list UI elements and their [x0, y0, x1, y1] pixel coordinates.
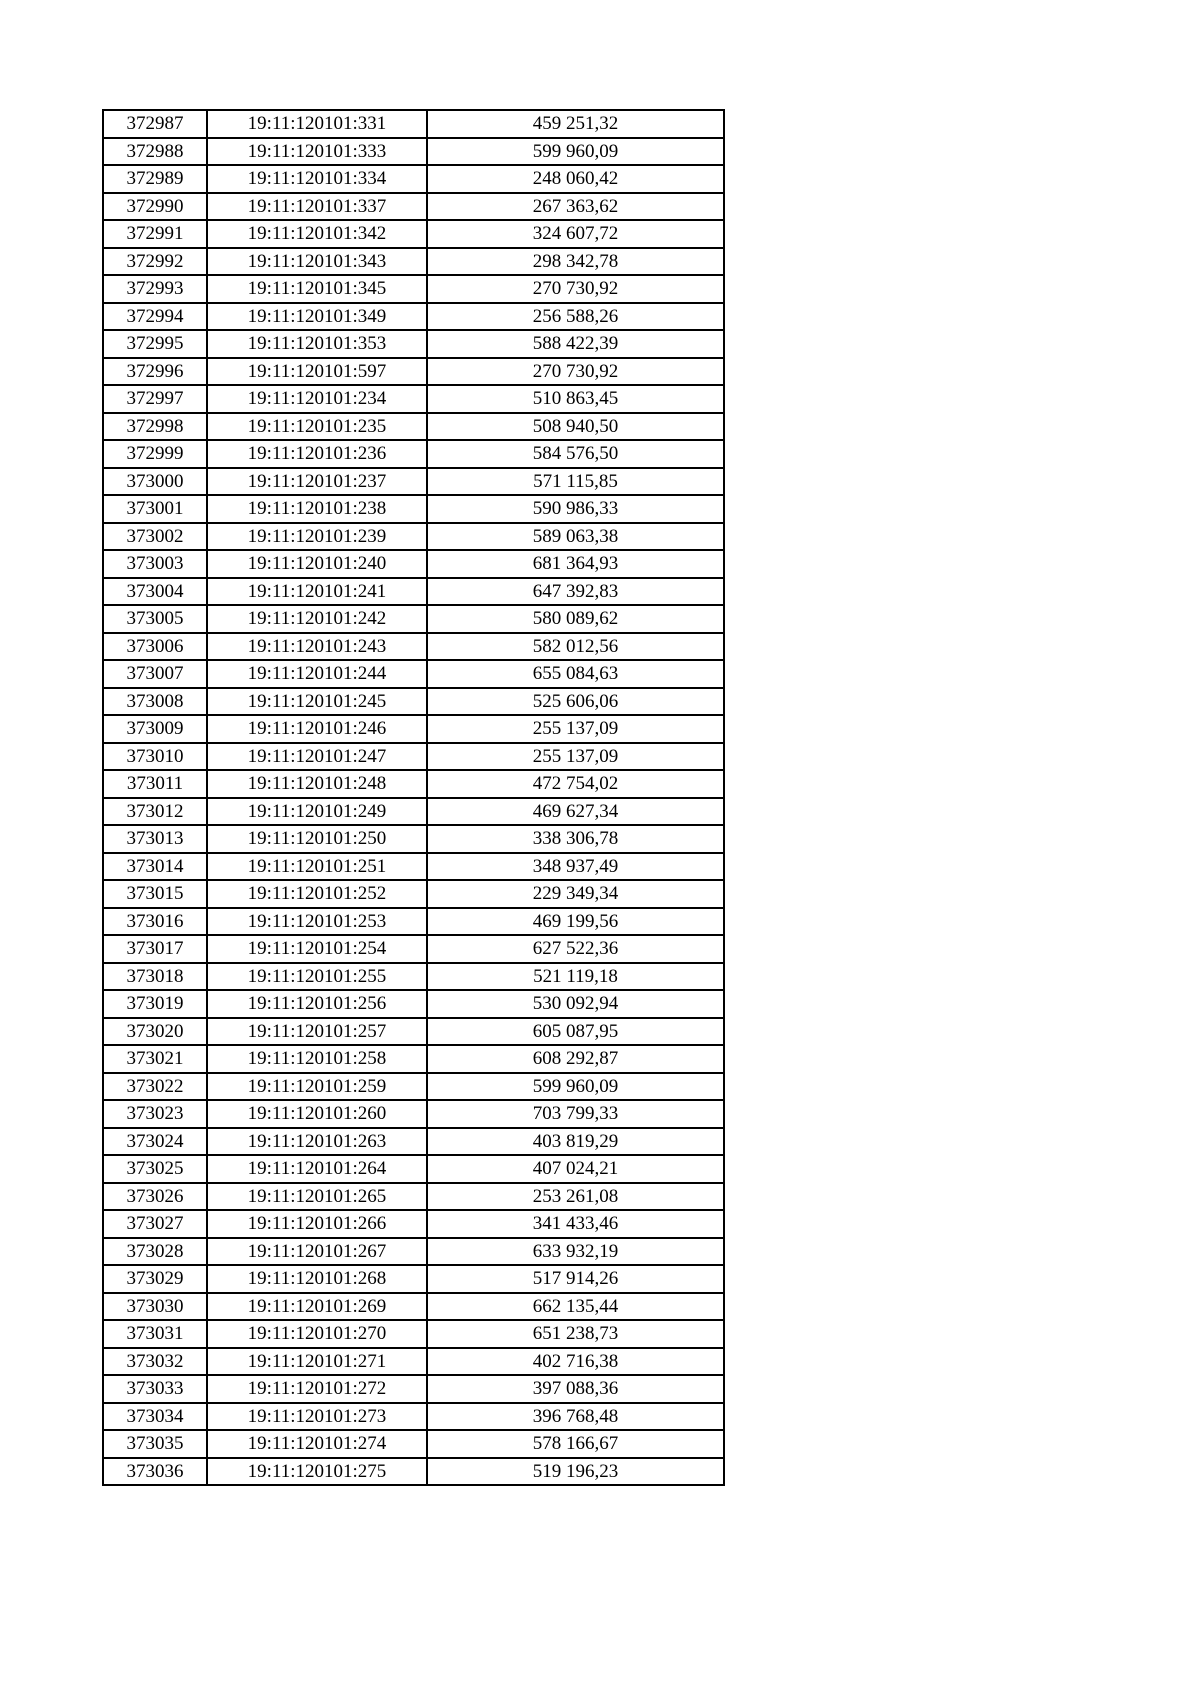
cadastral-number-cell: 19:11:120101:268 [207, 1265, 427, 1293]
record-number-cell: 373007 [103, 660, 207, 688]
table-row [103, 523, 724, 551]
value-cell: 580 089,62 [427, 605, 724, 633]
value-cell: 397 088,36 [427, 1375, 724, 1403]
cadastral-number-cell: 19:11:120101:254 [207, 935, 427, 963]
table-row [103, 605, 724, 633]
record-number-cell: 373006 [103, 633, 207, 661]
table-row [103, 385, 724, 413]
value-cell: 256 588,26 [427, 303, 724, 331]
cadastral-number-cell: 19:11:120101:238 [207, 495, 427, 523]
cadastral-number-cell: 19:11:120101:270 [207, 1320, 427, 1348]
table-row [103, 1375, 724, 1403]
table-row [103, 330, 724, 358]
value-cell: 508 940,50 [427, 413, 724, 441]
value-cell: 229 349,34 [427, 880, 724, 908]
table-row [103, 1183, 724, 1211]
table-row [103, 1430, 724, 1458]
cadastral-number-cell: 19:11:120101:258 [207, 1045, 427, 1073]
value-cell: 267 363,62 [427, 193, 724, 221]
cadastral-number-cell: 19:11:120101:246 [207, 715, 427, 743]
table-row [103, 1403, 724, 1431]
cadastral-number-cell: 19:11:120101:275 [207, 1458, 427, 1486]
record-number-cell: 373001 [103, 495, 207, 523]
record-number-cell: 372991 [103, 220, 207, 248]
value-cell: 402 716,38 [427, 1348, 724, 1376]
cadastral-number-cell: 19:11:120101:274 [207, 1430, 427, 1458]
cadastral-number-cell: 19:11:120101:266 [207, 1210, 427, 1238]
table-row [103, 1458, 724, 1486]
record-number-cell: 373020 [103, 1018, 207, 1046]
record-number-cell: 373003 [103, 550, 207, 578]
record-number-cell: 373025 [103, 1155, 207, 1183]
record-number-cell: 373016 [103, 908, 207, 936]
record-number-cell: 372997 [103, 385, 207, 413]
value-cell: 599 960,09 [427, 138, 724, 166]
record-number-cell: 373033 [103, 1375, 207, 1403]
table-row [103, 440, 724, 468]
cadastral-number-cell: 19:11:120101:353 [207, 330, 427, 358]
table-row [103, 550, 724, 578]
value-cell: 348 937,49 [427, 853, 724, 881]
table-row [103, 853, 724, 881]
value-cell: 298 342,78 [427, 248, 724, 276]
table-row [103, 743, 724, 771]
value-cell: 459 251,32 [427, 110, 724, 138]
value-cell: 338 306,78 [427, 825, 724, 853]
table-row [103, 138, 724, 166]
record-number-cell: 373034 [103, 1403, 207, 1431]
record-number-cell: 373000 [103, 468, 207, 496]
cadastral-number-cell: 19:11:120101:264 [207, 1155, 427, 1183]
record-number-cell: 373009 [103, 715, 207, 743]
value-cell: 590 986,33 [427, 495, 724, 523]
cadastral-number-cell: 19:11:120101:271 [207, 1348, 427, 1376]
table-row [103, 303, 724, 331]
cadastral-number-cell: 19:11:120101:272 [207, 1375, 427, 1403]
cadastral-number-cell: 19:11:120101:239 [207, 523, 427, 551]
value-cell: 517 914,26 [427, 1265, 724, 1293]
record-number-cell: 373028 [103, 1238, 207, 1266]
value-cell: 651 238,73 [427, 1320, 724, 1348]
cadastral-number-cell: 19:11:120101:251 [207, 853, 427, 881]
table-row [103, 963, 724, 991]
table-row [103, 688, 724, 716]
cadastral-number-cell: 19:11:120101:252 [207, 880, 427, 908]
record-number-cell: 372994 [103, 303, 207, 331]
cadastral-number-cell: 19:11:120101:337 [207, 193, 427, 221]
cadastral-number-cell: 19:11:120101:248 [207, 770, 427, 798]
table-row [103, 1238, 724, 1266]
record-number-cell: 372999 [103, 440, 207, 468]
value-cell: 270 730,92 [427, 275, 724, 303]
table-row [103, 275, 724, 303]
table-row [103, 633, 724, 661]
record-number-cell: 373035 [103, 1430, 207, 1458]
value-cell: 255 137,09 [427, 743, 724, 771]
table-row [103, 1018, 724, 1046]
cadastral-number-cell: 19:11:120101:273 [207, 1403, 427, 1431]
cadastral-number-cell: 19:11:120101:241 [207, 578, 427, 606]
cadastral-number-cell: 19:11:120101:257 [207, 1018, 427, 1046]
table-row [103, 825, 724, 853]
cadastral-number-cell: 19:11:120101:259 [207, 1073, 427, 1101]
table-row [103, 220, 724, 248]
table-row [103, 880, 724, 908]
record-number-cell: 373026 [103, 1183, 207, 1211]
cadastral-number-cell: 19:11:120101:253 [207, 908, 427, 936]
value-cell: 578 166,67 [427, 1430, 724, 1458]
cadastral-number-cell: 19:11:120101:256 [207, 990, 427, 1018]
cadastral-number-cell: 19:11:120101:245 [207, 688, 427, 716]
table-row [103, 1265, 724, 1293]
cadastral-number-cell: 19:11:120101:342 [207, 220, 427, 248]
table-row [103, 1100, 724, 1128]
table-row [103, 1293, 724, 1321]
value-cell: 589 063,38 [427, 523, 724, 551]
record-number-cell: 373017 [103, 935, 207, 963]
value-cell: 530 092,94 [427, 990, 724, 1018]
record-number-cell: 373004 [103, 578, 207, 606]
cadastral-number-cell: 19:11:120101:260 [207, 1100, 427, 1128]
cadastral-number-cell: 19:11:120101:249 [207, 798, 427, 826]
cadastral-number-cell: 19:11:120101:244 [207, 660, 427, 688]
record-number-cell: 372990 [103, 193, 207, 221]
record-number-cell: 373015 [103, 880, 207, 908]
cadastral-number-cell: 19:11:120101:242 [207, 605, 427, 633]
value-cell: 608 292,87 [427, 1045, 724, 1073]
value-cell: 248 060,42 [427, 165, 724, 193]
value-cell: 469 199,56 [427, 908, 724, 936]
cadastral-number-cell: 19:11:120101:334 [207, 165, 427, 193]
cadastral-number-cell: 19:11:120101:331 [207, 110, 427, 138]
value-cell: 407 024,21 [427, 1155, 724, 1183]
record-number-cell: 373030 [103, 1293, 207, 1321]
cadastral-number-cell: 19:11:120101:267 [207, 1238, 427, 1266]
value-cell: 255 137,09 [427, 715, 724, 743]
record-number-cell: 373010 [103, 743, 207, 771]
record-number-cell: 372987 [103, 110, 207, 138]
value-cell: 584 576,50 [427, 440, 724, 468]
value-cell: 662 135,44 [427, 1293, 724, 1321]
record-number-cell: 373023 [103, 1100, 207, 1128]
cadastral-number-cell: 19:11:120101:349 [207, 303, 427, 331]
value-cell: 599 960,09 [427, 1073, 724, 1101]
table-row [103, 578, 724, 606]
record-number-cell: 373011 [103, 770, 207, 798]
record-number-cell: 373019 [103, 990, 207, 1018]
record-number-cell: 373031 [103, 1320, 207, 1348]
record-number-cell: 373027 [103, 1210, 207, 1238]
record-number-cell: 372998 [103, 413, 207, 441]
cadastral-number-cell: 19:11:120101:597 [207, 358, 427, 386]
table-row [103, 1348, 724, 1376]
table-row [103, 413, 724, 441]
record-number-cell: 373029 [103, 1265, 207, 1293]
table-row [103, 1155, 724, 1183]
table-row [103, 908, 724, 936]
record-number-cell: 373032 [103, 1348, 207, 1376]
table-row [103, 1045, 724, 1073]
value-cell: 627 522,36 [427, 935, 724, 963]
cadastral-number-cell: 19:11:120101:235 [207, 413, 427, 441]
value-cell: 703 799,33 [427, 1100, 724, 1128]
table-row [103, 660, 724, 688]
record-number-cell: 373002 [103, 523, 207, 551]
record-number-cell: 372996 [103, 358, 207, 386]
record-number-cell: 372995 [103, 330, 207, 358]
record-number-cell: 373012 [103, 798, 207, 826]
value-cell: 633 932,19 [427, 1238, 724, 1266]
cadastral-number-cell: 19:11:120101:345 [207, 275, 427, 303]
table-row [103, 798, 724, 826]
value-cell: 403 819,29 [427, 1128, 724, 1156]
cadastral-number-cell: 19:11:120101:333 [207, 138, 427, 166]
table-row [103, 165, 724, 193]
record-number-cell: 372992 [103, 248, 207, 276]
table-row [103, 1073, 724, 1101]
value-cell: 655 084,63 [427, 660, 724, 688]
value-cell: 510 863,45 [427, 385, 724, 413]
value-cell: 472 754,02 [427, 770, 724, 798]
value-cell: 582 012,56 [427, 633, 724, 661]
cadastral-number-cell: 19:11:120101:250 [207, 825, 427, 853]
cadastral-number-cell: 19:11:120101:263 [207, 1128, 427, 1156]
record-number-cell: 373024 [103, 1128, 207, 1156]
cadastral-number-cell: 19:11:120101:236 [207, 440, 427, 468]
value-cell: 588 422,39 [427, 330, 724, 358]
record-number-cell: 373022 [103, 1073, 207, 1101]
table-body [103, 110, 724, 1485]
value-cell: 324 607,72 [427, 220, 724, 248]
record-number-cell: 373018 [103, 963, 207, 991]
value-cell: 521 119,18 [427, 963, 724, 991]
record-number-cell: 372989 [103, 165, 207, 193]
table-row [103, 990, 724, 1018]
cadastral-number-cell: 19:11:120101:265 [207, 1183, 427, 1211]
table-row [103, 1320, 724, 1348]
record-number-cell: 373005 [103, 605, 207, 633]
value-cell: 605 087,95 [427, 1018, 724, 1046]
table-row [103, 110, 724, 138]
cadastral-number-cell: 19:11:120101:343 [207, 248, 427, 276]
cadastral-number-cell: 19:11:120101:247 [207, 743, 427, 771]
cadastral-number-cell: 19:11:120101:240 [207, 550, 427, 578]
cadastral-number-cell: 19:11:120101:234 [207, 385, 427, 413]
record-number-cell: 373014 [103, 853, 207, 881]
record-number-cell: 373021 [103, 1045, 207, 1073]
value-cell: 469 627,34 [427, 798, 724, 826]
value-cell: 647 392,83 [427, 578, 724, 606]
table-row [103, 935, 724, 963]
record-number-cell: 372993 [103, 275, 207, 303]
cadastral-number-cell: 19:11:120101:237 [207, 468, 427, 496]
value-cell: 681 364,93 [427, 550, 724, 578]
value-cell: 270 730,92 [427, 358, 724, 386]
record-number-cell: 372988 [103, 138, 207, 166]
cadastral-number-cell: 19:11:120101:255 [207, 963, 427, 991]
table-row [103, 715, 724, 743]
value-cell: 519 196,23 [427, 1458, 724, 1486]
table-row [103, 1128, 724, 1156]
table-row [103, 468, 724, 496]
value-cell: 571 115,85 [427, 468, 724, 496]
cadastral-number-cell: 19:11:120101:269 [207, 1293, 427, 1321]
value-cell: 396 768,48 [427, 1403, 724, 1431]
table-row [103, 1210, 724, 1238]
table-row [103, 495, 724, 523]
record-number-cell: 373013 [103, 825, 207, 853]
cadastral-number-cell: 19:11:120101:243 [207, 633, 427, 661]
record-number-cell: 373036 [103, 1458, 207, 1486]
table-row [103, 193, 724, 221]
value-cell: 341 433,46 [427, 1210, 724, 1238]
table-row [103, 358, 724, 386]
data-table [102, 109, 725, 1486]
value-cell: 525 606,06 [427, 688, 724, 716]
table-row [103, 770, 724, 798]
table-row [103, 248, 724, 276]
record-number-cell: 373008 [103, 688, 207, 716]
value-cell: 253 261,08 [427, 1183, 724, 1211]
